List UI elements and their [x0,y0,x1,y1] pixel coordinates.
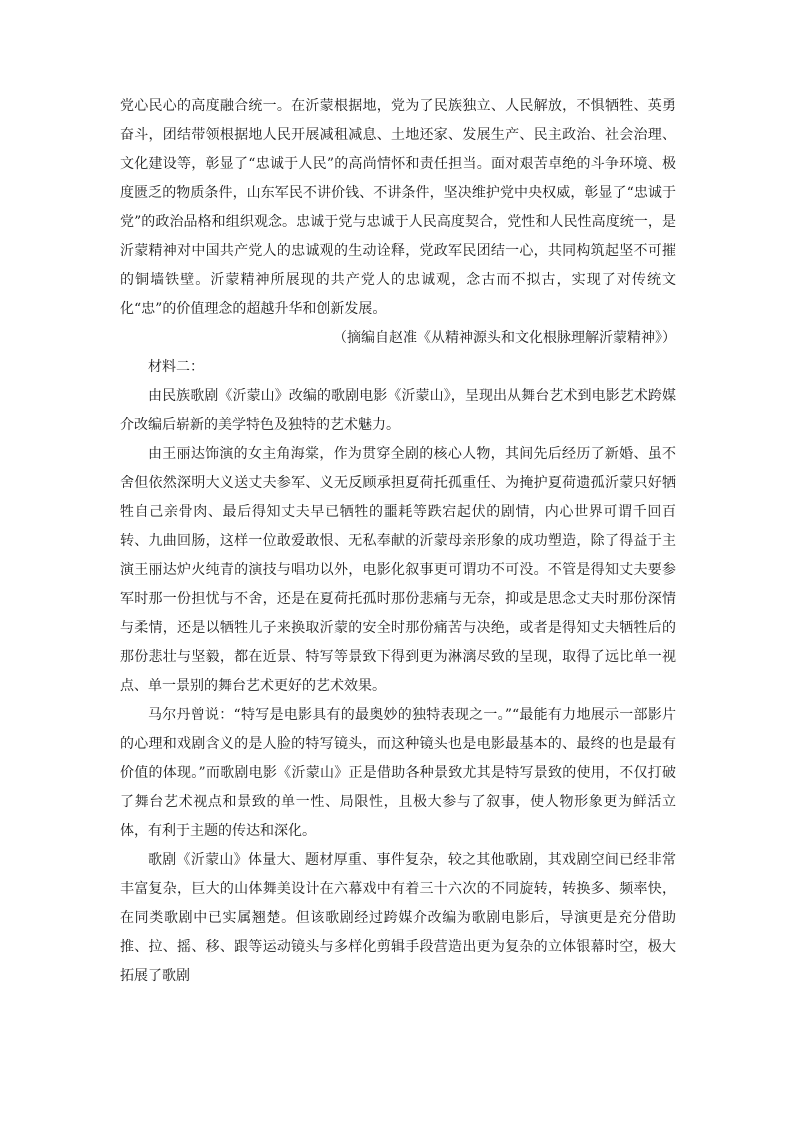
paragraph-3: 由王丽达饰演的女主角海棠，作为贯穿全剧的核心人物，其间先后经历了新婚、虽不舍但依然深明大义送丈夫参军、义无反顾承担夏荷托孤重任、为掩护夏荷遗孤沂蒙只好牺牲自己亲骨肉、最后得知丈夫早已牺牲的噩耗等跌宕起伏的剧情，内心世界可谓千回百转、九曲回肠，这样一位敢爱敢恨、无私奉献的沂蒙母亲形象的成功塑造，除了得益于主演王丽达炉火纯青的演技与唱功以外，电影化叙事更可谓功不可没。不管是得知丈夫要参军时那一份担忧与不舍，还是在夏荷托孤时那份悲痛与无奈，抑或是思念丈夫时那份深情与柔情，还是以牺牲儿子来换取沂蒙的安全时那份痛苦与决绝，或者是得知丈夫牺牲后的那份悲壮与坚毅，都在近景、特写等景致下得到更为淋漓尽致的呈现，取得了远比单一视点、单一景别的舞台艺术更好的艺术效果。 [120,446,676,694]
paragraph-4: 马尔丹曾说：“特写是电影具有的最奥妙的独特表现之一。”“最能有力地展示一部影片的心理和戏剧含义的是人脸的特写镜头，而这种镜头也是电影最基本的、最终的也是最有价值的体现。”而歌剧电影《沂蒙山》正是借助各种景致尤其是特写景致的使用，不仅打破了舞台艺术视点和景致的单一性、局限性，且极大参与了叙事，使人物形象更为鲜活立体，有利于主题的传达和深化。 [120,707,676,839]
document-body [120,92,676,991]
paragraph-1: 党心民心的高度融合统一。在沂蒙根据地，党为了民族独立、人民解放，不惧牺牲、英勇奋斗，团结带领根据地人民开展减租减息、土地还家、发展生产、民主政治、社会治理、文化建设等，彰显了“忠诚于人民”的高尚情怀和责任担当。面对艰苦卓绝的斗争环境、极度匮乏的物质条件，山东军民不讲价钱、不讲条件，坚决维护党中央权威，彰显了“忠诚于党”的政治品格和组织观念。忠诚于党与忠诚于人民高度契合，党性和人民性高度统一，是沂蒙精神对中国共产党人的忠诚观的生动诠释，党政军民团结一心，共同构筑起坚不可摧的铜墙铁壁。沂蒙精神所展现的共产党人的忠诚观，念古而不拟古，实现了对传统文化“忠”的价值理念的超越升华和创新发展。 [120,98,676,317]
source-citation: （摘编自赵准《从精神源头和文化根脉理解沂蒙精神》） [333,330,676,346]
paragraph-5: 歌剧《沂蒙山》体量大、题材厚重、事件复杂，较之其他歌剧，其戏剧空间已经非常丰富复杂，巨大的山体舞美设计在六幕戏中有着三十六次的不同旋转，转换多、频率快，在同类歌剧中已实属翘楚。但该歌剧经过跨媒介改编为歌剧电影后，导演更是充分借助推、拉、摇、移、跟等运动镜头与多样化剪辑手段营造出更为复杂的立体银幕时空，极大拓展了歌剧 [120,852,676,984]
material-two-label: 材料二： [148,359,204,375]
paragraph-2: 由民族歌剧《沂蒙山》改编的歌剧电影《沂蒙山》，呈现出从舞台艺术到电影艺术跨媒介改编后崭新的美学特色及独特的艺术魅力。 [120,388,676,433]
